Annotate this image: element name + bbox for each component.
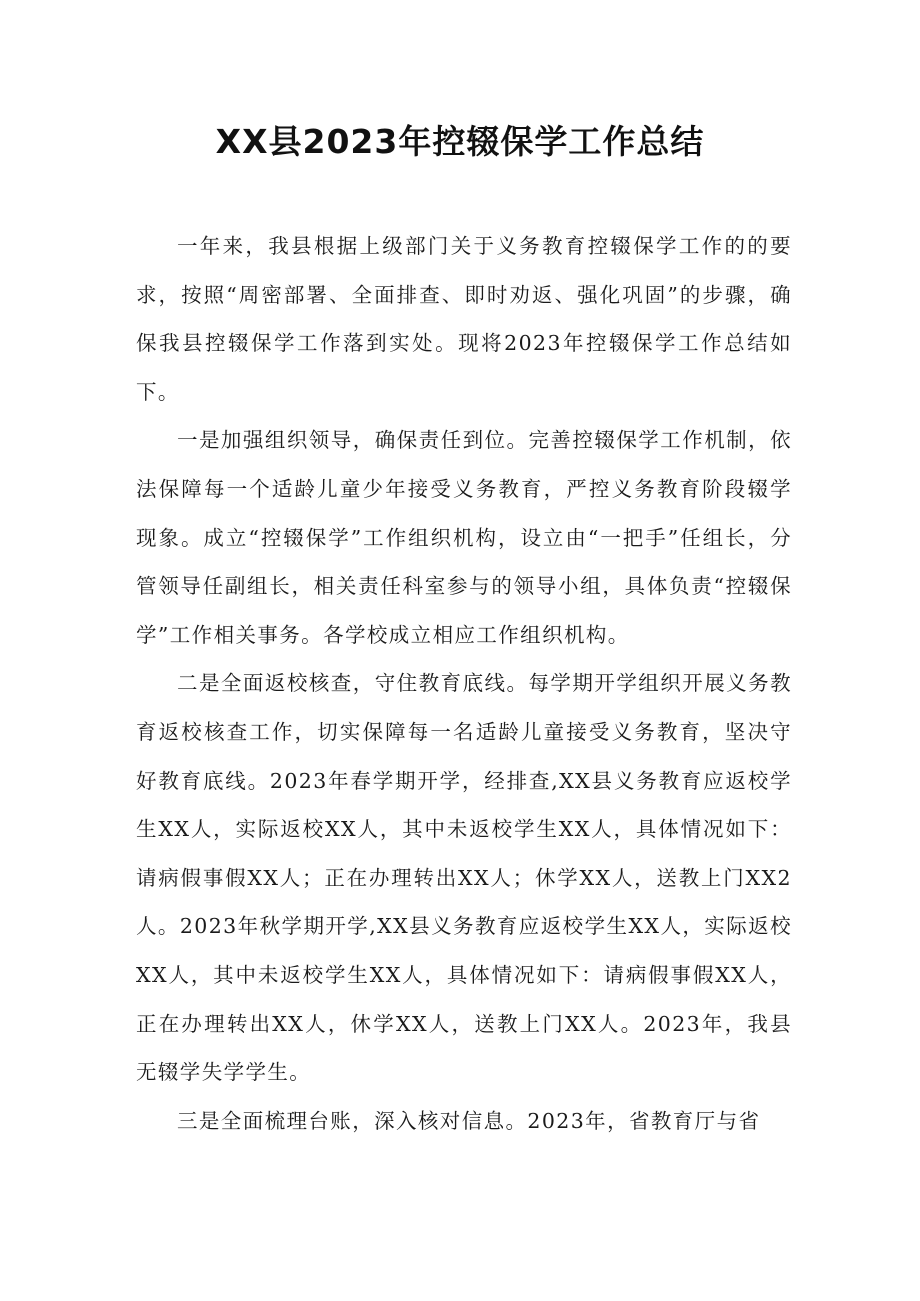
paragraph-return-check: 二是全面返校核查，守住教育底线。每学期开学组织开展义务教育返校核查工作，切实保障每一名适龄儿童接受义务教育，坚决守好教育底线。2023年春学期开学，经排查,XX县义务教育应返校学生XX人，实际返校XX人，其中未返校学生XX人，具体情况如下：请病假事假XX人；正在办理转出XX人；休学XX人，送教上门XX2人。2023年秋学期开学,XX县义务教育应返校学生XX人，实际返校XX人，其中未返校学生XX人，具体情况如下：请病假事假XX人，正在办理转出XX人，休学XX人，送教上门XX人。2023年，我县无辍学失学学生。 xyxy=(136,671,792,1085)
document-title: XX县2023年控辍保学工作总结 xyxy=(215,122,705,161)
paragraph-ledger-review: 三是全面梳理台账，深入核对信息。2023年，省教育厅与省 xyxy=(177,1108,761,1133)
paragraph-organization-leadership: 一是加强组织领导，确保责任到位。完善控辍保学工作机制，依法保障每一个适龄儿童少年接受义务教育，严控义务教育阶段辍学现象。成立“控辍保学”工作组织机构，设立由“一把手”任组长，分管领导任副组长，相关责任科室参与的领导小组，具体负责“控辍保学”工作相关事务。各学校成立相应工作组织机构。 xyxy=(136,428,792,647)
document-body xyxy=(136,222,792,1145)
paragraph-intro: 一年来，我县根据上级部门关于义务教育控辍保学工作的的要求，按照“周密部署、全面排查、即时劝返、强化巩固”的步骤，确保我县控辍保学工作落到实处。现将2023年控辍保学工作总结如下。 xyxy=(136,234,792,404)
